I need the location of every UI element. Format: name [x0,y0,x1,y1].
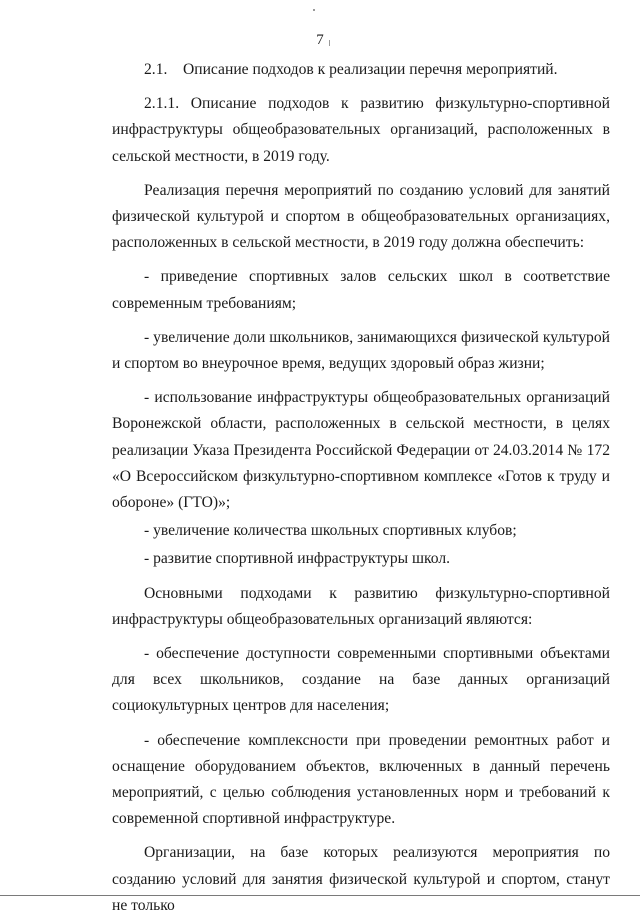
list-item: - приведение спортивных залов сельских школ в соответствие современным требованиям; [112,268,610,312]
body-paragraph: Основными подходами к развитию физкультурно-спортивной инфраструктуры общеобразовательных организаций являются: [112,584,610,628]
list-item: - увеличение доли школьников, занимающихся физической культурой и спортом во внеурочное время, ведущих здоровый образ жизни; [112,328,610,373]
body-paragraph: Реализация перечня мероприятий по созданию условий для занятий физической культурой и спортом в общеобразовательных организациях, расположенных в сельской местности, в 2019 году должна обеспечить: [112,181,610,252]
list-item: - использование инфраструктуры общеобразовательных организаций Воронежской области, расположенных в сельской местности, в целях реализации Указа Президента Российской Федерации от 24.03.2014 № 172 «О Всероссийском физкультурно-спортивном комплексе «Готов к труду и обороне» (ГТО)»; [112,389,610,512]
section-heading: 2.1. Описание подходов к реализации перечня мероприятий. [144,61,558,78]
list-item: - обеспечение комплексности при проведении ремонтных работ и оснащение оборудованием объектов, включенных в данный перечень мероприятий, с целью соблюдения установленных норм и требований к современной спортивной инфраструктуре. [112,731,610,828]
body-paragraph: Организации, на базе которых реализуются мероприятия по созданию условий для занятия физической культурой и спортом, станут не только [112,844,610,914]
scan-artifact [313,9,315,11]
list-item: - увеличение количества школьных спортивных клубов; [144,522,517,540]
document-body [112,57,610,919]
subsection-paragraph: 2.1.1. Описание подходов к развитию физкультурно-спортивной инфраструктуры общеобразовательных организаций, расположенных в сельской местности, в 2019 году. [112,95,610,165]
list-item: - обеспечение доступности современными спортивными объектами для всех школьников, создание на базе данных организаций социокультурных центров для населения; [112,645,610,715]
scan-edge-line [0,895,640,896]
list-item: - развитие спортивной инфраструктуры школ. [144,550,451,568]
page-number: 7 [316,32,324,48]
